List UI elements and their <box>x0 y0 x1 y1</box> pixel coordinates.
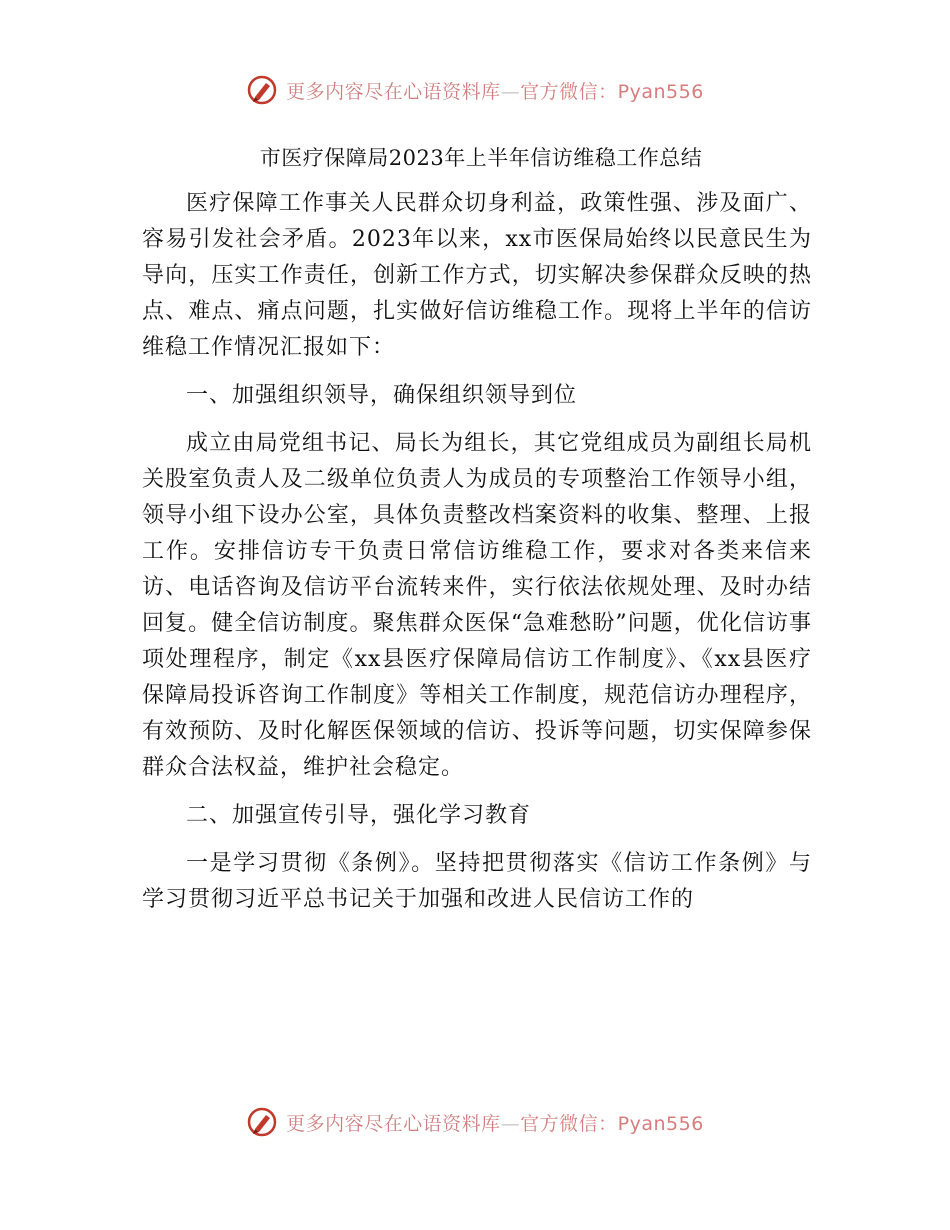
section-2-paragraph: 一是学习贯彻《条例》。坚持把贯彻落实《信访工作条例》与学习贯彻习近平总书记关于加强和改进人民信访工作的 <box>142 851 812 912</box>
watermark-banner-top <box>0 70 950 110</box>
watermark-text: 更多内容尽在心语资料库—官方微信：Pyan556 <box>286 80 704 103</box>
document-title: 市医疗保障局2023年上半年信访维稳工作总结 <box>259 146 703 170</box>
intro-paragraph: 医疗保障工作事关人民群众切身利益，政策性强、涉及面广、容易引发社会矛盾。2023年以来，xx市医保局始终以民意民生为导向，压实工作责任，创新工作方式，切实解决参保群众反映的热点、难点、痛点问题，扎实做好信访维稳工作。现将上半年的信访维稳工作情况汇报如下： <box>142 191 812 360</box>
section-1-heading: 一、加强组织领导，确保组织领导到位 <box>186 383 578 408</box>
section-2-heading: 二、加强宣传引导，强化学习教育 <box>186 803 532 828</box>
section-1-paragraph: 成立由局党组书记、局长为组长，其它党组成员为副组长局机关股室负责人及二级单位负责人为成员的专项整治工作领导小组，领导小组下设办公室，具体负责整改档案资料的收集、整理、上报工作。安排信访专干负责日常信访维稳工作，要求对各类来信来访、电话咨询及信访平台流转来件，实行依法依规处理、及时办结回复。健全信访制度。聚焦群众医保“急难愁盼”问题，优化信访事项处理程序，制定《xx县医疗保障局信访工作制度》、《xx县医疗保障局投诉咨询工作制度》等相关工作制度，规范信访办理程序，有效预防、及时化解医保领域的信访、投诉等问题，切实保障参保群众合法权益，维护社会稳定。 <box>142 431 812 780</box>
watermark-banner-bottom <box>0 1102 950 1142</box>
pen-logo-icon <box>246 74 278 106</box>
watermark-text: 更多内容尽在心语资料库—官方微信：Pyan556 <box>286 1112 704 1135</box>
pen-logo-icon <box>246 1106 278 1138</box>
document-body <box>142 140 812 918</box>
